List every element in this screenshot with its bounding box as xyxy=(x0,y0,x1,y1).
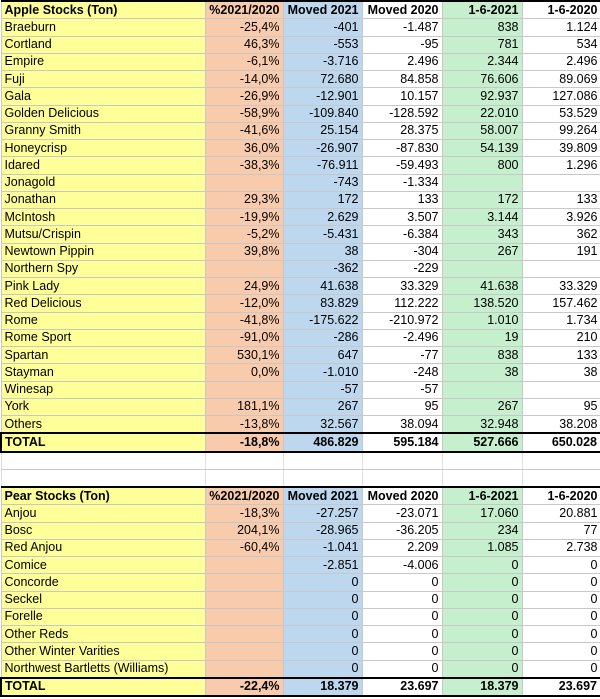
apple-header-row xyxy=(1,1,600,19)
value-cell[interactable] xyxy=(205,260,283,277)
table-row xyxy=(1,643,600,660)
value-cell[interactable]: 0 xyxy=(362,660,442,678)
empty-cell[interactable] xyxy=(1,452,205,470)
value-cell[interactable]: 41.638 xyxy=(442,278,522,295)
value-cell[interactable]: -362 xyxy=(283,260,362,277)
value-cell[interactable]: 534 xyxy=(522,36,600,53)
variety-name-cell[interactable]: McIntosh xyxy=(1,209,205,226)
value-cell[interactable]: 204,1% xyxy=(205,522,283,539)
value-cell[interactable]: 95 xyxy=(522,398,600,415)
value-cell[interactable]: 0 xyxy=(442,660,522,678)
table-row xyxy=(1,608,600,625)
value-cell[interactable]: 39,8% xyxy=(205,243,283,260)
value-cell[interactable]: 3.507 xyxy=(362,209,442,226)
table-row xyxy=(1,53,600,70)
value-cell[interactable]: 32.948 xyxy=(442,416,522,434)
value-cell[interactable]: 838 xyxy=(442,347,522,364)
value-cell[interactable]: 54.139 xyxy=(442,140,522,157)
value-cell[interactable]: -18,3% xyxy=(205,505,283,522)
value-cell[interactable]: 0 xyxy=(283,660,362,678)
value-cell[interactable]: -27.257 xyxy=(283,505,362,522)
total-value-cell[interactable]: -18,8% xyxy=(205,433,283,451)
value-cell[interactable]: 267 xyxy=(442,398,522,415)
empty-cell[interactable] xyxy=(1,469,205,487)
table-row xyxy=(1,574,600,591)
value-cell[interactable]: 0 xyxy=(283,574,362,591)
table-row xyxy=(1,522,600,539)
value-cell[interactable]: 234 xyxy=(442,522,522,539)
value-cell[interactable]: -6,1% xyxy=(205,53,283,70)
variety-name-cell[interactable]: Concorde xyxy=(1,574,205,591)
value-cell[interactable]: 0 xyxy=(283,643,362,660)
value-cell[interactable]: 133 xyxy=(362,191,442,208)
value-cell[interactable]: -59.493 xyxy=(362,157,442,174)
empty-cell[interactable] xyxy=(205,469,283,487)
value-cell[interactable]: -41,8% xyxy=(205,312,283,329)
value-cell[interactable]: 0 xyxy=(442,626,522,643)
variety-name-cell[interactable]: Stayman xyxy=(1,364,205,381)
value-cell[interactable]: 95 xyxy=(362,398,442,415)
apple-total-row xyxy=(1,433,600,451)
value-cell[interactable]: 127.086 xyxy=(522,88,600,105)
value-cell[interactable] xyxy=(442,174,522,191)
empty-cell[interactable] xyxy=(362,469,442,487)
pear-header-row xyxy=(1,487,600,505)
table-row xyxy=(1,19,600,36)
value-cell[interactable]: 32.567 xyxy=(283,416,362,434)
variety-name-cell[interactable]: Pink Lady xyxy=(1,278,205,295)
value-cell[interactable]: -210.972 xyxy=(362,312,442,329)
value-cell[interactable] xyxy=(522,381,600,398)
value-cell[interactable]: 0 xyxy=(522,574,600,591)
value-cell[interactable] xyxy=(205,381,283,398)
total-value-cell[interactable]: 486.829 xyxy=(283,433,362,451)
value-cell[interactable]: 0 xyxy=(522,591,600,608)
value-cell[interactable]: 2.496 xyxy=(362,53,442,70)
value-cell[interactable]: -4.006 xyxy=(362,557,442,574)
value-cell[interactable]: 17.060 xyxy=(442,505,522,522)
empty-cell[interactable] xyxy=(283,469,362,487)
variety-name-cell[interactable]: Empire xyxy=(1,53,205,70)
table-row xyxy=(1,295,600,312)
value-cell[interactable]: -2.851 xyxy=(283,557,362,574)
value-cell[interactable]: -77 xyxy=(362,347,442,364)
value-cell[interactable]: 2.496 xyxy=(522,53,600,70)
variety-name-cell[interactable]: Spartan xyxy=(1,347,205,364)
value-cell[interactable]: 191 xyxy=(522,243,600,260)
column-header[interactable]: Moved 2020 xyxy=(362,487,442,505)
column-header[interactable]: Moved 2020 xyxy=(362,1,442,19)
variety-name-cell[interactable]: Northwest Bartletts (Williams) xyxy=(1,660,205,678)
value-cell[interactable]: -401 xyxy=(283,19,362,36)
value-cell[interactable]: -19,9% xyxy=(205,209,283,226)
table-row xyxy=(1,140,600,157)
value-cell[interactable]: 0 xyxy=(522,557,600,574)
value-cell[interactable]: 0 xyxy=(522,626,600,643)
total-value-cell[interactable]: 23.697 xyxy=(362,678,442,696)
value-cell[interactable]: 0 xyxy=(283,591,362,608)
value-cell[interactable]: 0 xyxy=(522,660,600,678)
total-value-cell[interactable]: 650.028 xyxy=(522,433,600,451)
table-row xyxy=(1,157,600,174)
value-cell[interactable]: -5,2% xyxy=(205,226,283,243)
table-row xyxy=(1,88,600,105)
value-cell[interactable]: 0 xyxy=(283,626,362,643)
variety-name-cell[interactable]: Red Delicious xyxy=(1,295,205,312)
value-cell[interactable]: 0 xyxy=(442,643,522,660)
value-cell[interactable]: -248 xyxy=(362,364,442,381)
table-row xyxy=(1,191,600,208)
empty-cell[interactable] xyxy=(442,469,522,487)
value-cell[interactable]: -2.496 xyxy=(362,329,442,346)
value-cell[interactable]: 89.069 xyxy=(522,71,600,88)
value-cell[interactable]: -1.334 xyxy=(362,174,442,191)
variety-name-cell[interactable]: York xyxy=(1,398,205,415)
table-row xyxy=(1,364,600,381)
table-row xyxy=(1,209,600,226)
variety-name-cell[interactable]: Golden Delicious xyxy=(1,105,205,122)
value-cell[interactable]: -3.716 xyxy=(283,53,362,70)
apple-section-title[interactable]: Apple Stocks (Ton) xyxy=(1,1,205,19)
value-cell[interactable]: -304 xyxy=(362,243,442,260)
total-value-cell[interactable]: -22,4% xyxy=(205,678,283,696)
value-cell[interactable]: 530,1% xyxy=(205,347,283,364)
total-value-cell[interactable]: 23.697 xyxy=(522,678,600,696)
variety-name-cell[interactable]: Rome xyxy=(1,312,205,329)
value-cell[interactable]: -76.911 xyxy=(283,157,362,174)
column-header[interactable]: Moved 2021 xyxy=(283,1,362,19)
value-cell[interactable] xyxy=(522,260,600,277)
value-cell[interactable] xyxy=(205,608,283,625)
value-cell[interactable]: 99.264 xyxy=(522,122,600,139)
empty-cell[interactable] xyxy=(522,452,600,470)
value-cell[interactable]: 133 xyxy=(522,347,600,364)
table-row xyxy=(1,626,600,643)
value-cell[interactable]: -26,9% xyxy=(205,88,283,105)
pear-total-row xyxy=(1,678,600,696)
value-cell[interactable]: -91,0% xyxy=(205,329,283,346)
variety-name-cell[interactable]: Red Anjou xyxy=(1,539,205,556)
pear-stocks-table xyxy=(1,487,600,696)
column-header[interactable]: %2021/2020 xyxy=(205,1,283,19)
value-cell[interactable]: -87.830 xyxy=(362,140,442,157)
empty-cell[interactable] xyxy=(205,452,283,470)
table-row xyxy=(1,226,600,243)
value-cell[interactable]: 19 xyxy=(442,329,522,346)
value-cell[interactable]: 267 xyxy=(283,398,362,415)
value-cell[interactable]: 39.809 xyxy=(522,140,600,157)
value-cell[interactable]: -128.592 xyxy=(362,105,442,122)
value-cell[interactable]: 29,3% xyxy=(205,191,283,208)
value-cell[interactable]: 157.462 xyxy=(522,295,600,312)
value-cell[interactable]: 267 xyxy=(442,243,522,260)
table-row xyxy=(1,660,600,678)
variety-name-cell[interactable]: Northern Spy xyxy=(1,260,205,277)
value-cell[interactable]: 41.638 xyxy=(283,278,362,295)
value-cell[interactable]: -175.622 xyxy=(283,312,362,329)
value-cell[interactable]: 1.010 xyxy=(442,312,522,329)
value-cell[interactable]: 1.124 xyxy=(522,19,600,36)
table-row xyxy=(1,278,600,295)
value-cell[interactable]: 2.738 xyxy=(522,539,600,556)
total-label-cell[interactable]: TOTAL xyxy=(1,433,205,451)
value-cell[interactable]: -286 xyxy=(283,329,362,346)
value-cell[interactable]: 800 xyxy=(442,157,522,174)
value-cell[interactable]: 83.829 xyxy=(283,295,362,312)
value-cell[interactable]: 0 xyxy=(442,608,522,625)
value-cell[interactable]: 0,0% xyxy=(205,364,283,381)
table-row xyxy=(1,347,600,364)
value-cell[interactable]: -57 xyxy=(283,381,362,398)
value-cell[interactable]: 362 xyxy=(522,226,600,243)
empty-cell[interactable] xyxy=(442,452,522,470)
value-cell[interactable]: 1.085 xyxy=(442,539,522,556)
value-cell[interactable]: -28.965 xyxy=(283,522,362,539)
value-cell[interactable]: -36.205 xyxy=(362,522,442,539)
variety-name-cell[interactable]: Braeburn xyxy=(1,19,205,36)
value-cell[interactable]: 0 xyxy=(362,608,442,625)
total-label-cell[interactable]: TOTAL xyxy=(1,678,205,696)
column-header[interactable]: 1-6-2020 xyxy=(522,1,600,19)
table-row xyxy=(1,539,600,556)
value-cell[interactable]: 20.881 xyxy=(522,505,600,522)
variety-name-cell[interactable]: Forelle xyxy=(1,608,205,625)
value-cell[interactable]: 1.296 xyxy=(522,157,600,174)
value-cell[interactable]: 210 xyxy=(522,329,600,346)
value-cell[interactable]: 0 xyxy=(442,591,522,608)
table-row xyxy=(1,312,600,329)
value-cell[interactable]: 0 xyxy=(442,557,522,574)
column-header[interactable]: 1-6-2021 xyxy=(442,1,522,19)
value-cell[interactable]: 38.094 xyxy=(362,416,442,434)
column-header[interactable]: 1-6-2020 xyxy=(522,487,600,505)
total-value-cell[interactable]: 527.666 xyxy=(442,433,522,451)
value-cell[interactable]: -553 xyxy=(283,36,362,53)
value-cell[interactable]: 22.010 xyxy=(442,105,522,122)
variety-name-cell[interactable]: Granny Smith xyxy=(1,122,205,139)
value-cell[interactable]: 0 xyxy=(283,608,362,625)
value-cell[interactable]: -25,4% xyxy=(205,19,283,36)
value-cell[interactable]: 72.680 xyxy=(283,71,362,88)
variety-name-cell[interactable]: Winesap xyxy=(1,381,205,398)
variety-name-cell[interactable]: Jonagold xyxy=(1,174,205,191)
value-cell[interactable]: -60,4% xyxy=(205,539,283,556)
value-cell[interactable]: -1.041 xyxy=(283,539,362,556)
value-cell[interactable]: 38 xyxy=(283,243,362,260)
table-row xyxy=(1,105,600,122)
value-cell[interactable]: 33.329 xyxy=(362,278,442,295)
table-row xyxy=(1,416,600,434)
value-cell[interactable]: 24,9% xyxy=(205,278,283,295)
variety-name-cell[interactable]: Mutsu/Crispin xyxy=(1,226,205,243)
column-header[interactable]: %2021/2020 xyxy=(205,487,283,505)
value-cell[interactable]: 781 xyxy=(442,36,522,53)
value-cell[interactable]: -41,6% xyxy=(205,122,283,139)
value-cell[interactable]: 92.937 xyxy=(442,88,522,105)
value-cell[interactable]: 112.222 xyxy=(362,295,442,312)
value-cell[interactable]: -743 xyxy=(283,174,362,191)
variety-name-cell[interactable]: Bosc xyxy=(1,522,205,539)
table-row xyxy=(1,243,600,260)
value-cell[interactable]: -5.431 xyxy=(283,226,362,243)
value-cell[interactable]: 77 xyxy=(522,522,600,539)
value-cell[interactable] xyxy=(442,381,522,398)
table-row xyxy=(1,174,600,191)
value-cell[interactable]: 53.529 xyxy=(522,105,600,122)
value-cell[interactable]: -57 xyxy=(362,381,442,398)
variety-name-cell[interactable]: Rome Sport xyxy=(1,329,205,346)
value-cell[interactable]: 181,1% xyxy=(205,398,283,415)
empty-cell[interactable] xyxy=(283,452,362,470)
variety-name-cell[interactable]: Cortland xyxy=(1,36,205,53)
value-cell[interactable]: 2.344 xyxy=(442,53,522,70)
value-cell[interactable]: 38.208 xyxy=(522,416,600,434)
value-cell[interactable]: -109.840 xyxy=(283,105,362,122)
value-cell[interactable]: -12,0% xyxy=(205,295,283,312)
empty-cell[interactable] xyxy=(362,452,442,470)
value-cell[interactable] xyxy=(205,591,283,608)
blank-row xyxy=(1,469,600,487)
value-cell[interactable] xyxy=(205,660,283,678)
value-cell[interactable]: 172 xyxy=(442,191,522,208)
variety-name-cell[interactable]: Others xyxy=(1,416,205,434)
table-row xyxy=(1,557,600,574)
value-cell[interactable]: 0 xyxy=(522,608,600,625)
table-row xyxy=(1,122,600,139)
variety-name-cell[interactable]: Other Reds xyxy=(1,626,205,643)
table-row xyxy=(1,71,600,88)
total-value-cell[interactable]: 18.379 xyxy=(283,678,362,696)
value-cell[interactable] xyxy=(205,643,283,660)
value-cell[interactable]: 838 xyxy=(442,19,522,36)
table-row xyxy=(1,591,600,608)
value-cell[interactable]: 10.157 xyxy=(362,88,442,105)
variety-name-cell[interactable]: Seckel xyxy=(1,591,205,608)
variety-name-cell[interactable]: Idared xyxy=(1,157,205,174)
value-cell[interactable]: -23.071 xyxy=(362,505,442,522)
value-cell[interactable]: 0 xyxy=(362,626,442,643)
value-cell[interactable]: 343 xyxy=(442,226,522,243)
value-cell[interactable]: 2.629 xyxy=(283,209,362,226)
value-cell[interactable]: 46,3% xyxy=(205,36,283,53)
value-cell[interactable]: -14,0% xyxy=(205,71,283,88)
value-cell[interactable]: 2.209 xyxy=(362,539,442,556)
table-row xyxy=(1,505,600,522)
value-cell[interactable]: -13,8% xyxy=(205,416,283,434)
value-cell[interactable]: 28.375 xyxy=(362,122,442,139)
apple-stocks-table xyxy=(1,1,600,452)
value-cell[interactable]: 0 xyxy=(362,591,442,608)
total-value-cell[interactable]: 595.184 xyxy=(362,433,442,451)
value-cell[interactable]: -95 xyxy=(362,36,442,53)
variety-name-cell[interactable]: Jonathan xyxy=(1,191,205,208)
variety-name-cell[interactable]: Other Winter Varities xyxy=(1,643,205,660)
value-cell[interactable]: 0 xyxy=(522,643,600,660)
value-cell[interactable]: 3.144 xyxy=(442,209,522,226)
value-cell[interactable]: -6.384 xyxy=(362,226,442,243)
value-cell[interactable]: 38 xyxy=(522,364,600,381)
value-cell[interactable]: -1.010 xyxy=(283,364,362,381)
table-row xyxy=(1,260,600,277)
value-cell[interactable]: -1.487 xyxy=(362,19,442,36)
value-cell[interactable]: 133 xyxy=(522,191,600,208)
variety-name-cell[interactable]: Gala xyxy=(1,88,205,105)
value-cell[interactable]: 58.007 xyxy=(442,122,522,139)
value-cell[interactable]: 25.154 xyxy=(283,122,362,139)
value-cell[interactable] xyxy=(205,557,283,574)
value-cell[interactable]: -58,9% xyxy=(205,105,283,122)
value-cell[interactable]: 1.734 xyxy=(522,312,600,329)
value-cell[interactable]: -38,3% xyxy=(205,157,283,174)
section-gap xyxy=(1,452,600,488)
value-cell[interactable]: 33.329 xyxy=(522,278,600,295)
value-cell[interactable]: 3.926 xyxy=(522,209,600,226)
value-cell[interactable]: 76.606 xyxy=(442,71,522,88)
value-cell[interactable] xyxy=(205,626,283,643)
value-cell[interactable] xyxy=(205,574,283,591)
value-cell[interactable]: 84.858 xyxy=(362,71,442,88)
value-cell[interactable]: 0 xyxy=(362,574,442,591)
value-cell[interactable] xyxy=(205,174,283,191)
value-cell[interactable]: 647 xyxy=(283,347,362,364)
table-row xyxy=(1,381,600,398)
variety-name-cell[interactable]: Newtown Pippin xyxy=(1,243,205,260)
value-cell[interactable] xyxy=(442,260,522,277)
variety-name-cell[interactable]: Fuji xyxy=(1,71,205,88)
value-cell[interactable]: -229 xyxy=(362,260,442,277)
variety-name-cell[interactable]: Comice xyxy=(1,557,205,574)
value-cell[interactable]: 172 xyxy=(283,191,362,208)
value-cell[interactable]: 38 xyxy=(442,364,522,381)
value-cell[interactable]: -12.901 xyxy=(283,88,362,105)
column-header[interactable]: 1-6-2021 xyxy=(442,487,522,505)
column-header[interactable]: Moved 2021 xyxy=(283,487,362,505)
value-cell[interactable] xyxy=(522,174,600,191)
table-row xyxy=(1,398,600,415)
value-cell[interactable]: 138.520 xyxy=(442,295,522,312)
blank-row xyxy=(1,452,600,470)
variety-name-cell[interactable]: Anjou xyxy=(1,505,205,522)
value-cell[interactable]: -26.907 xyxy=(283,140,362,157)
value-cell[interactable]: 0 xyxy=(442,574,522,591)
table-row xyxy=(1,36,600,53)
value-cell[interactable]: 36,0% xyxy=(205,140,283,157)
pear-section-title[interactable]: Pear Stocks (Ton) xyxy=(1,487,205,505)
empty-cell[interactable] xyxy=(522,469,600,487)
table-row xyxy=(1,329,600,346)
variety-name-cell[interactable]: Honeycrisp xyxy=(1,140,205,157)
value-cell[interactable]: 0 xyxy=(362,643,442,660)
total-value-cell[interactable]: 18.379 xyxy=(442,678,522,696)
